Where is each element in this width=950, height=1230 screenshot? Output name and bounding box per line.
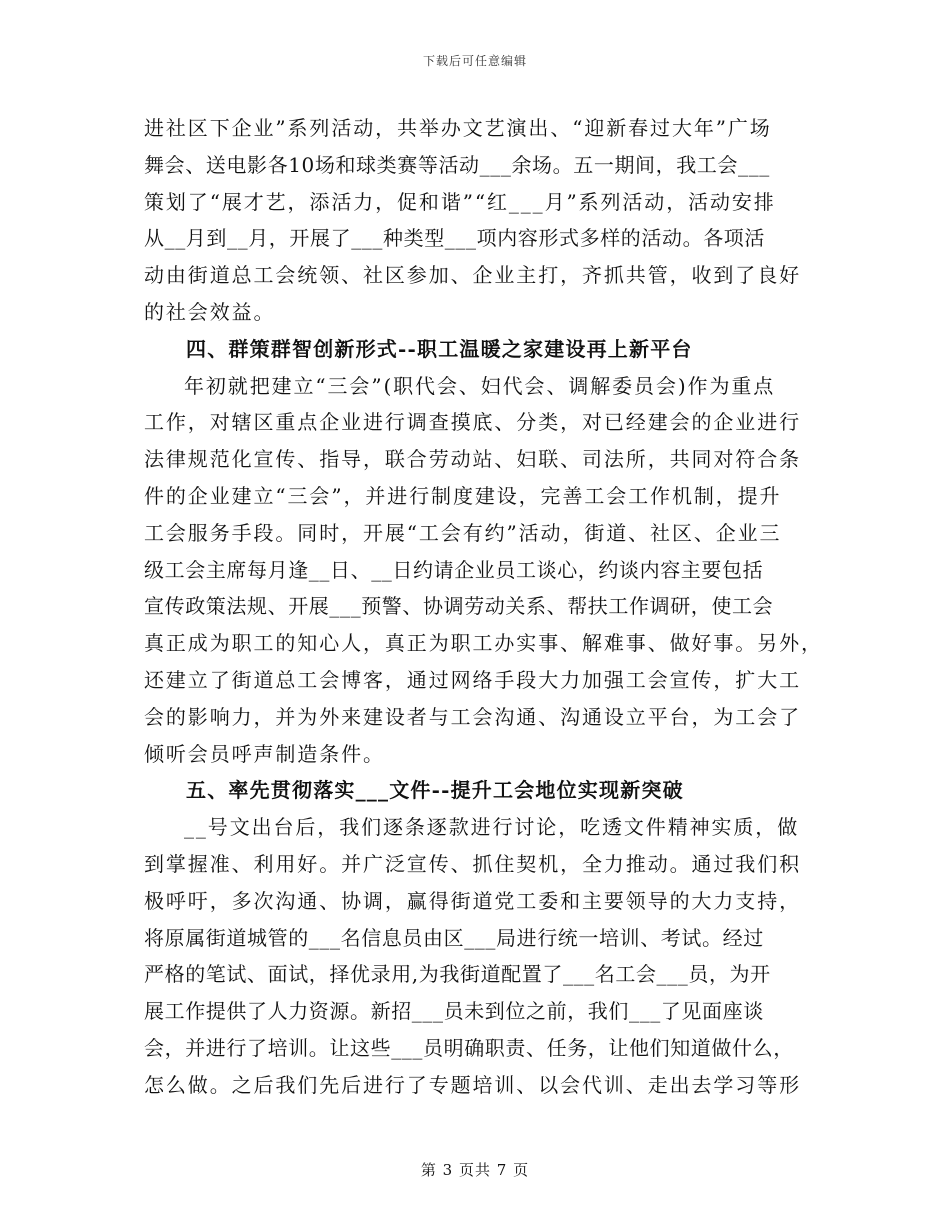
body-line: 工作，对辖区重点企业进行调查摸底、分类，对已经建会的企业进行 bbox=[144, 410, 801, 435]
body-line: 会的影响力，并为外来建设者与工会沟通、沟通设立平台，为工会了 bbox=[144, 704, 801, 729]
body-line: 工会服务手段。同时，开展“工会有约”活动，街道、社区、企业三 bbox=[144, 520, 782, 545]
body-line: 极呼吁，多次沟通、协调，赢得街道党工委和主要领导的大力支持， bbox=[144, 888, 801, 913]
body-line: 严格的笔试、面试，择优录用,为我街道配置了___名工会___员，为开 bbox=[144, 962, 771, 987]
body-line: 从__月到__月，开展了___种类型___项内容形式多样的活动。各项活 bbox=[144, 226, 765, 251]
page-footer: 第 3 页共 7 页 bbox=[420, 1161, 530, 1179]
body-line: 怎么做。之后我们先后进行了专题培训、以会代训、走出去学习等形 bbox=[144, 1072, 801, 1097]
body-line: 真正成为职工的知心人，真正为职工办实事、解难事、做好事。另外， bbox=[144, 631, 823, 656]
section-heading: 五、率先贯彻落实___文件--提升工会地位实现新突破 bbox=[186, 778, 684, 803]
body-line: 进社区下企业”系列活动，共举办文艺演出、“迎新春过大年”广场 bbox=[144, 116, 772, 140]
page-header: 下载后可任意编辑 bbox=[422, 54, 527, 68]
body-line: 将原属街道城管的___名信息员由区___局进行统一培训、考试。经过 bbox=[144, 925, 764, 950]
body-line: 策划了“展才艺，添活力，促和谐”“红___月”系列活动，活动安排 bbox=[144, 189, 776, 214]
body-line: 的社会效益。 bbox=[144, 299, 276, 324]
body-line: 级工会主席每月逢__日、__日约请企业员工谈心，约谈内容主要包括 bbox=[144, 557, 764, 582]
body-line: 倾听会员呼声制造条件。 bbox=[144, 741, 385, 766]
body-line: 件的企业建立“三会”，并进行制度建设，完善工会工作机制，提升 bbox=[144, 483, 782, 508]
body-line: 年初就把建立“三会”(职代会、妇代会、调解委员会)作为重点 bbox=[184, 373, 776, 398]
body-line: 动由街道总工会统领、社区参加、企业主打，齐抓共管，收到了良好 bbox=[144, 263, 801, 288]
document-body bbox=[144, 110, 823, 1104]
body-line: 还建立了街道总工会博客，通过网络手段大力加强工会宣传，扩大工 bbox=[144, 667, 801, 692]
body-line: 舞会、送电影各10场和球类赛等活动___余场。五一期间，我工会___ bbox=[144, 152, 770, 177]
body-line: __号文出台后，我们逐条逐款进行讨论，吃透文件精神实质，做 bbox=[184, 815, 800, 840]
body-line: 法律规范化宣传、指导，联合劳动站、妇联、司法所，共同对符合条 bbox=[144, 447, 801, 472]
body-line: 会，并进行了培训。让这些___员明确职责、任务，让他们知道做什么， bbox=[144, 1035, 794, 1060]
body-line: 到掌握准、利用好。并广泛宣传、抓住契机，全力推动。通过我们积 bbox=[144, 851, 801, 876]
body-line: 展工作提供了人力资源。新招___员未到位之前，我们___了见面座谈 bbox=[144, 999, 764, 1024]
section-heading: 四、群策群智创新形式--职工温暖之家建设再上新平台 bbox=[186, 336, 693, 361]
body-line: 宣传政策法规、开展___预警、协调劳动关系、帮扶工作调研，使工会 bbox=[144, 594, 774, 619]
